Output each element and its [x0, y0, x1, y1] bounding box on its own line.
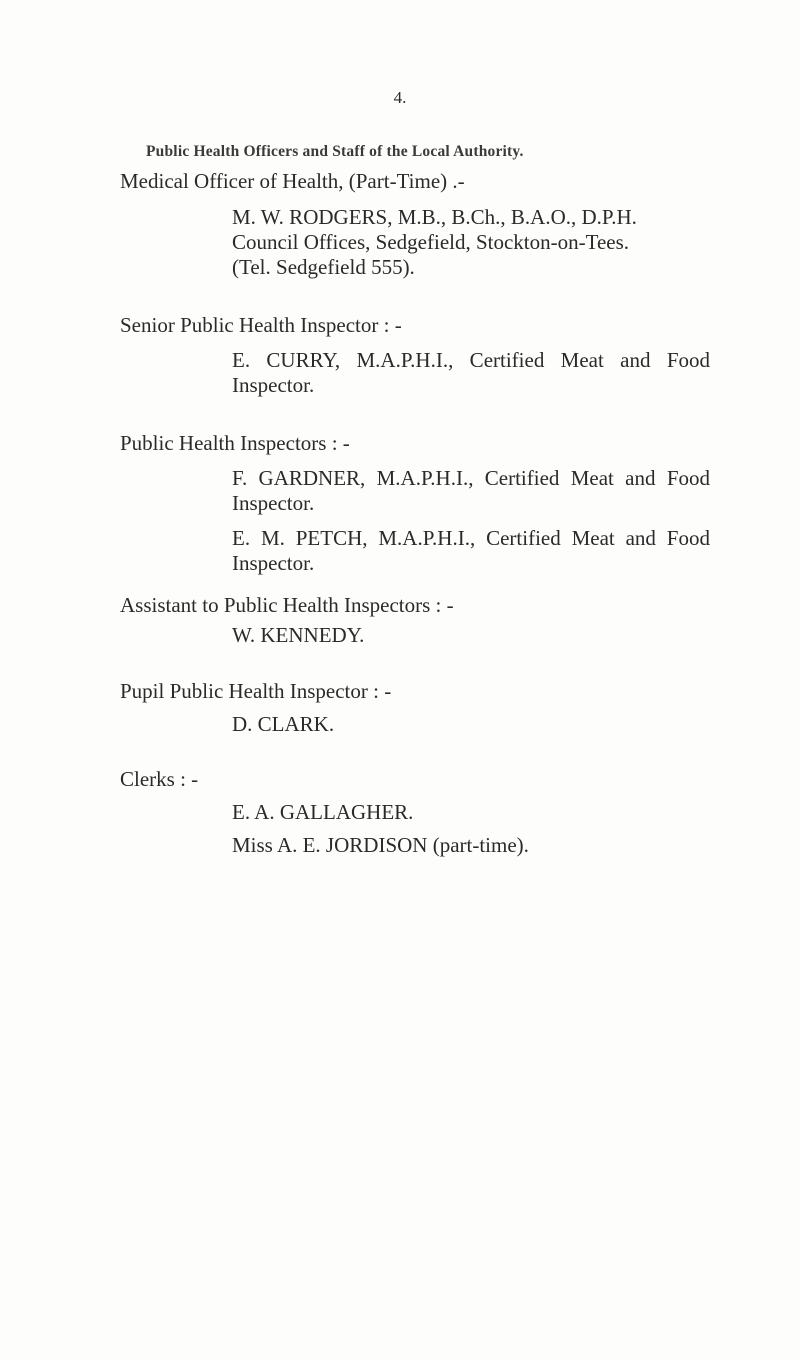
- page-title: Public Health Officers and Staff of the Local Authority.: [146, 143, 524, 160]
- clerk-gallagher: E. A. GALLAGHER.: [232, 800, 414, 824]
- medical-officer-telephone: (Tel. Sedgefield 555).: [232, 255, 415, 279]
- inspector-gardner-title: Inspector.: [232, 491, 315, 515]
- pupil-heading: Pupil Public Health Inspector : -: [120, 679, 392, 703]
- clerks-heading: Clerks : -: [120, 767, 199, 791]
- inspector-petch-name: E. M. PETCH, M.A.P.H.I., Certified Meat and Food: [232, 526, 710, 550]
- medical-officer-name: M. W. RODGERS, M.B., B.Ch., B.A.O., D.P.H.: [232, 205, 637, 229]
- page-number: 4.: [393, 88, 407, 107]
- medical-officer-address: Council Offices, Sedgefield, Stockton-on-Tees.: [232, 230, 630, 254]
- senior-inspector-title: Inspector.: [232, 373, 315, 397]
- senior-inspector-name: E. CURRY, M.A.P.H.I., Certified Meat and Food: [232, 348, 710, 372]
- inspectors-heading: Public Health Inspectors : -: [120, 431, 350, 455]
- inspector-petch-title: Inspector.: [232, 551, 315, 575]
- inspector-gardner-name: F. GARDNER, M.A.P.H.I., Certified Meat and Food: [232, 466, 710, 490]
- medical-officer-heading: Medical Officer of Health, (Part-Time) .-: [120, 169, 465, 193]
- clerk-jordison: Miss A. E. JORDISON (part-time).: [232, 833, 529, 857]
- assistant-name: W. KENNEDY.: [232, 623, 365, 647]
- assistant-heading: Assistant to Public Health Inspectors : -: [120, 593, 454, 617]
- senior-inspector-heading: Senior Public Health Inspector : -: [120, 313, 402, 337]
- pupil-name: D. CLARK.: [232, 712, 335, 736]
